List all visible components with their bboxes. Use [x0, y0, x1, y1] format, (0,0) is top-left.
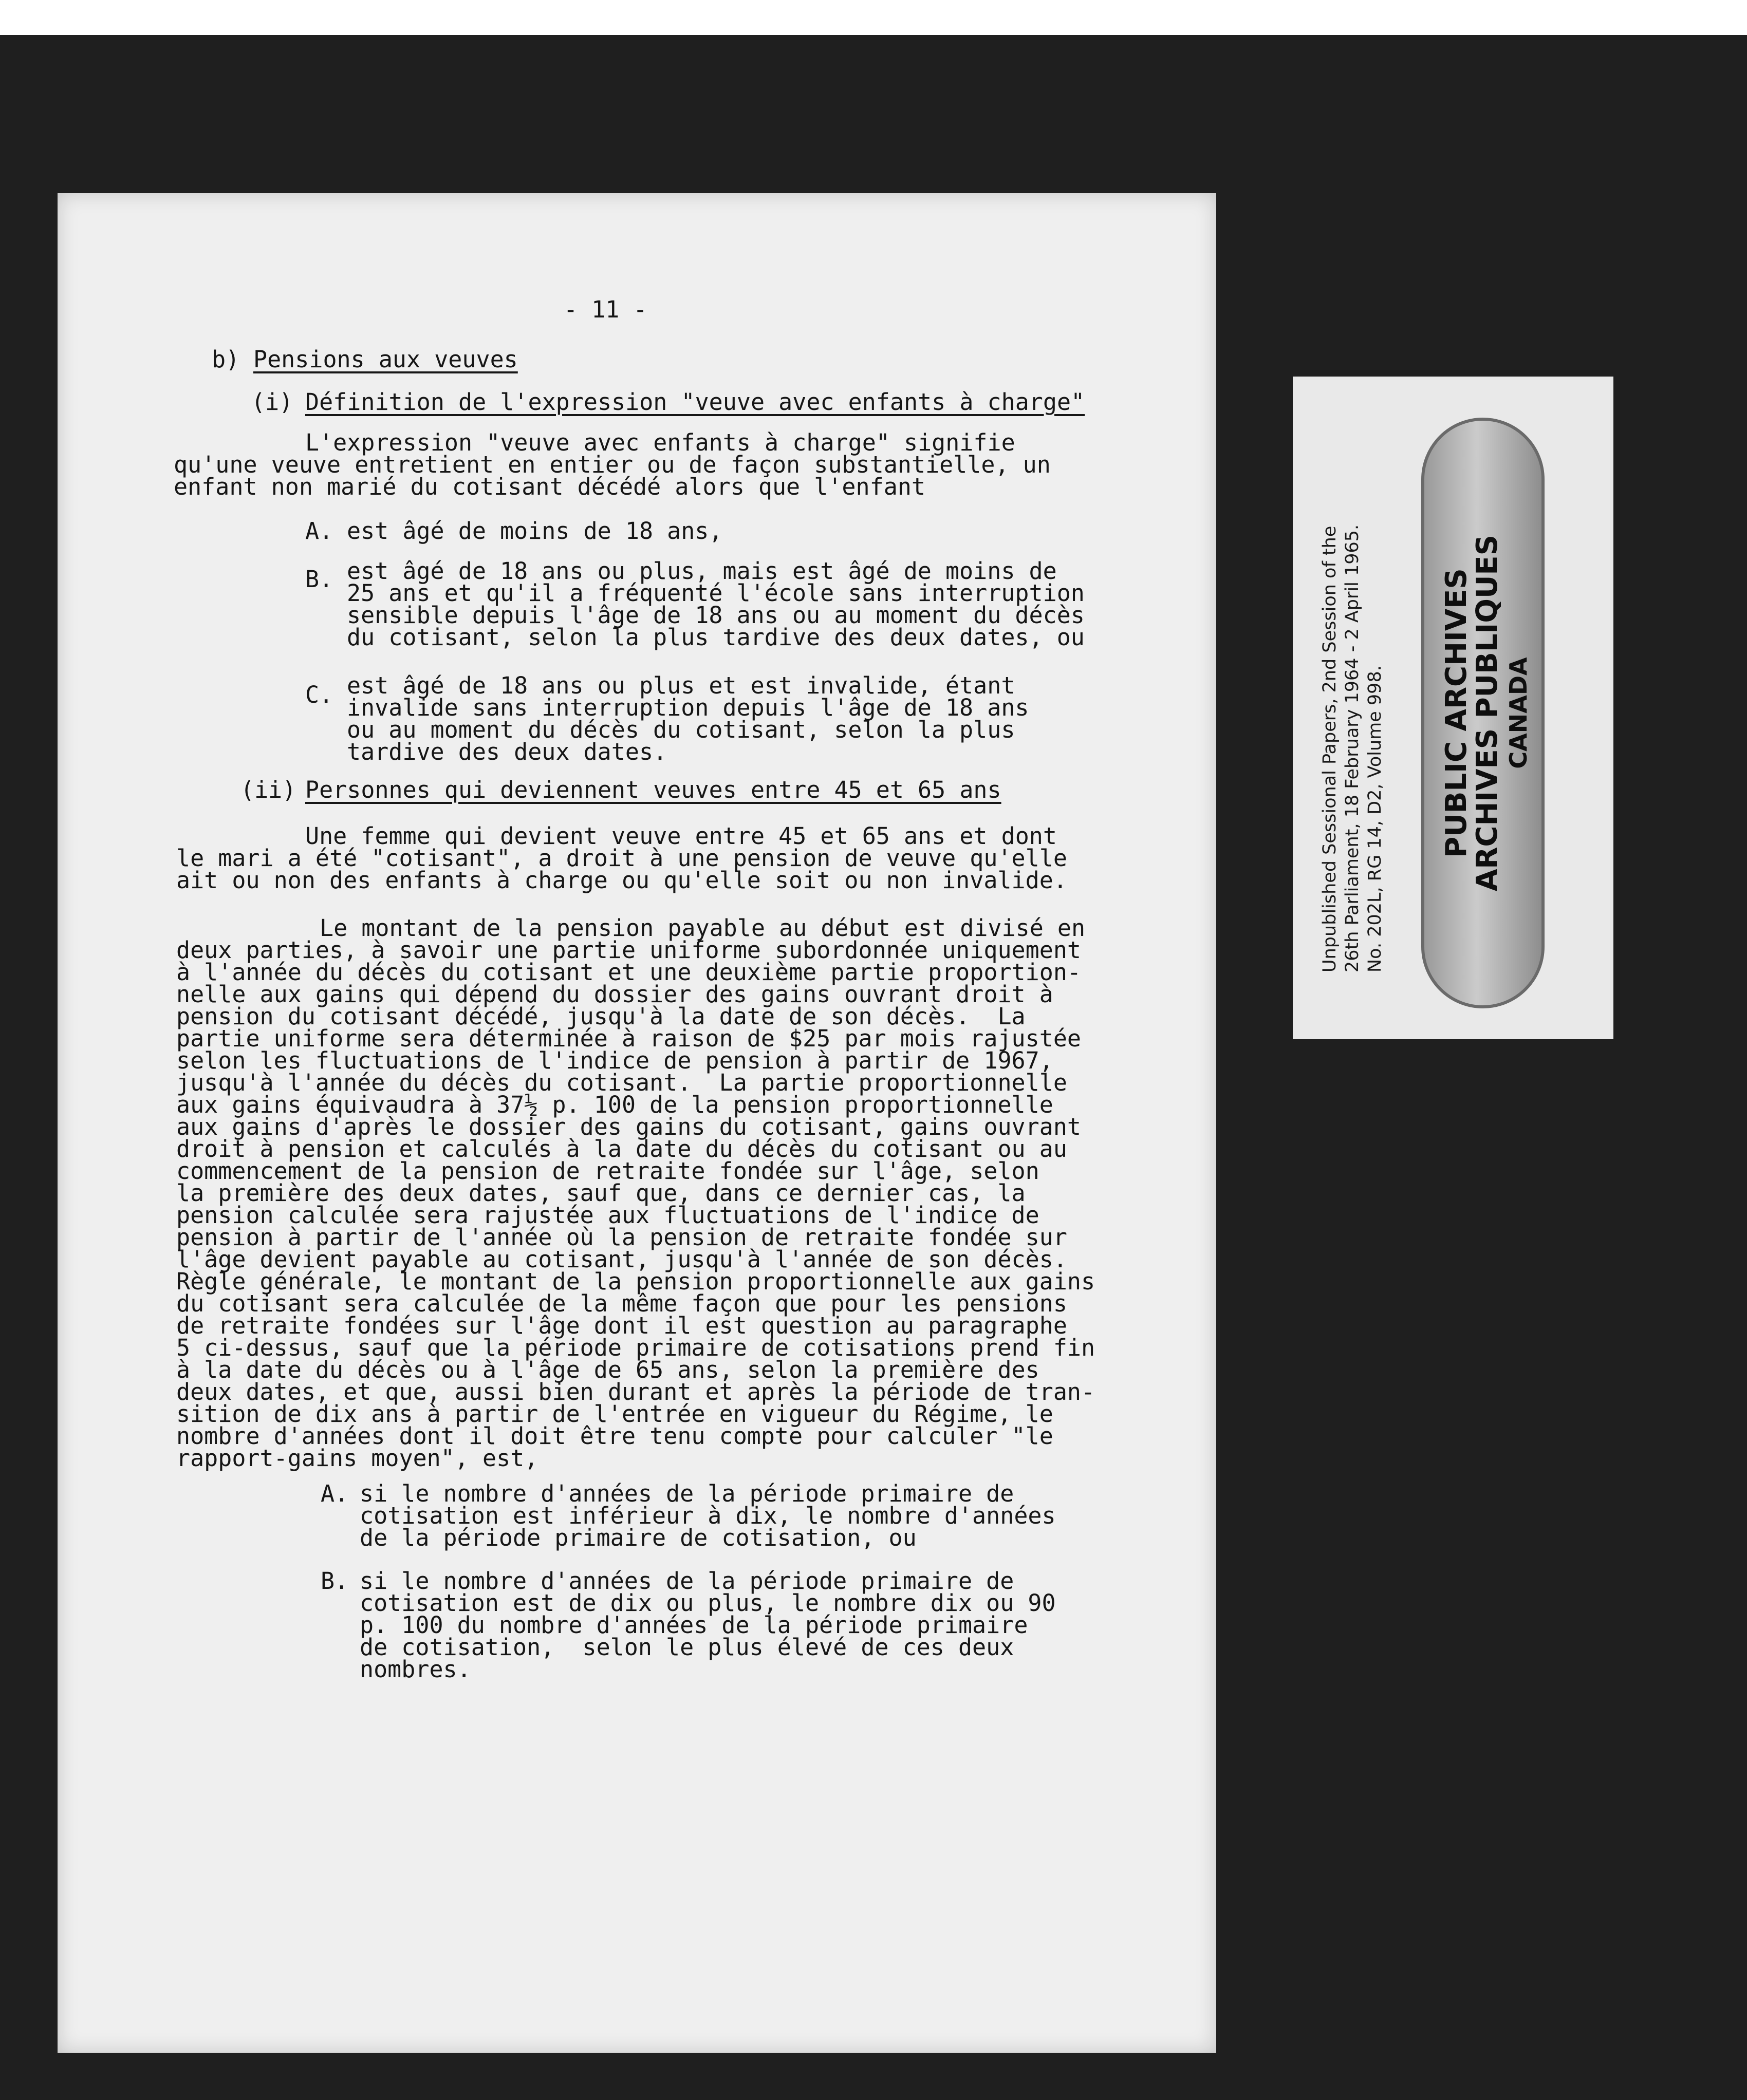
list-label: B. — [305, 566, 333, 593]
list-line: invalide sans interruption depuis l'âge de 18 ans — [347, 694, 1029, 721]
archive-label-rotated — [1293, 377, 1613, 1039]
caption-line: No. 202L, RG 14, D2, Volume 998. — [1365, 665, 1385, 972]
stamp-line: CANADA — [1504, 657, 1532, 769]
section-letter: b) — [212, 346, 240, 373]
paragraph-line: aux gains équivaudra à 37½ p. 100 de la pension proportionnelle — [176, 1091, 1053, 1118]
subsection-title: Définition de l'expression "veuve avec enfants à charge" — [305, 388, 1085, 416]
paragraph-line: du cotisant sera calculée de la même façon que pour les pensions — [176, 1290, 1067, 1317]
archives-stamp — [1421, 418, 1545, 1008]
paragraph-line: l'âge devient payable au cotisant, jusqu'à l'année de son décès. — [176, 1246, 1067, 1273]
paragraph-line: L'expression "veuve avec enfants à charge" signifie — [305, 429, 1015, 456]
list-label: B. — [321, 1567, 349, 1595]
paragraph-line: pension calculée sera rajustée aux fluctuations de l'indice de — [176, 1202, 1039, 1229]
page-number: - 11 - — [564, 296, 647, 323]
archive-label — [1293, 377, 1613, 1039]
list-line: ou au moment du décès du cotisant, selon la plus — [347, 716, 1015, 743]
paragraph-line: pension du cotisant décédé, jusqu'à la date de son décès. La — [176, 1003, 1026, 1030]
subsection-number: (ii) — [240, 776, 296, 803]
paragraph-line: Règle générale, le montant de la pension proportionnelle aux gains — [176, 1268, 1095, 1295]
paragraph-line: partie uniforme sera déterminée à raison de $25 par mois rajustée — [176, 1025, 1081, 1052]
list-line: est âgé de 18 ans ou plus, mais est âgé de moins de — [347, 557, 1057, 585]
paragraph-line: aux gains d'après le dossier des gains du cotisant, gains ouvrant — [176, 1113, 1081, 1140]
stamp-line: ARCHIVES PUBLIQUES — [1471, 534, 1504, 892]
caption-line: 26th Parliament, 18 February 1964 - 2 April 1965. — [1342, 524, 1363, 972]
paragraph-line: le mari a été "cotisant", a droit à une pension de veuve qu'elle — [176, 845, 1067, 872]
paragraph-line: jusqu'à l'année du décès du cotisant. La partie proportionnelle — [176, 1069, 1067, 1096]
caption-line: Unpublished Sessional Papers, 2nd Session of the — [1319, 526, 1340, 972]
subsection-number: (i) — [251, 388, 293, 416]
paragraph-line: de retraite fondées sur l'âge dont il est question au paragraphe — [176, 1312, 1067, 1339]
list-line: cotisation est de dix ou plus, le nombre dix ou 90 — [360, 1589, 1056, 1617]
scan-background — [0, 35, 1747, 2100]
paragraph-line: 5 ci-dessus, sauf que la période primaire de cotisations prend fin — [176, 1334, 1095, 1361]
paragraph-line: à la date du décès ou à l'âge de 65 ans, selon la première des — [176, 1356, 1039, 1383]
list-line: si le nombre d'années de la période primaire de — [360, 1480, 1014, 1507]
paragraph-line: la première des deux dates, sauf que, dans ce dernier cas, la — [176, 1179, 1026, 1207]
paragraph-line: selon les fluctuations de l'indice de pension à partir de 1967, — [176, 1047, 1053, 1074]
list-line: 25 ans et qu'il a fréquenté l'école sans interruption — [347, 579, 1085, 607]
list-line: sensible depuis l'âge de 18 ans ou au moment du décès — [347, 602, 1085, 629]
stamp-line: PUBLIC ARCHIVES — [1440, 568, 1473, 858]
paragraph-line: qu'une veuve entretient en entier ou de façon substantielle, un — [174, 451, 1051, 478]
document-page — [58, 193, 1216, 2053]
archive-caption — [1318, 407, 1386, 972]
paragraph-line: enfant non marié du cotisant décédé alors que l'enfant — [174, 473, 925, 500]
section-title: Pensions aux veuves — [253, 346, 518, 373]
list-line: si le nombre d'années de la période primaire de — [360, 1567, 1014, 1595]
list-line: tardive des deux dates. — [347, 738, 667, 765]
list-line: est âgé de 18 ans ou plus et est invalide, étant — [347, 672, 1015, 699]
paragraph-line: Le montant de la pension payable au début est divisé en — [320, 914, 1086, 942]
paragraph-line: ait ou non des enfants à charge ou qu'elle soit ou non invalide. — [176, 867, 1067, 894]
list-line: nombres. — [360, 1656, 471, 1683]
list-line: p. 100 du nombre d'années de la période primaire — [360, 1611, 1028, 1639]
list-line: de cotisation, selon le plus élevé de ces deux — [360, 1634, 1014, 1661]
subsection-title: Personnes qui deviennent veuves entre 45 et 65 ans — [305, 776, 1001, 803]
list-label: A. — [321, 1480, 349, 1507]
paragraph-line: à l'année du décès du cotisant et une deuxième partie proportion- — [176, 959, 1081, 986]
list-line: est âgé de moins de 18 ans, — [347, 517, 723, 545]
list-label: C. — [305, 681, 333, 708]
list-line: de la période primaire de cotisation, ou — [360, 1524, 917, 1551]
paragraph-line: nombre d'années dont il doit être tenu compte pour calculer "le — [176, 1422, 1053, 1450]
paragraph-line: droit à pension et calculés à la date du décès du cotisant ou au — [176, 1135, 1067, 1163]
paragraph-line: commencement de la pension de retraite fondée sur l'âge, selon — [176, 1157, 1039, 1185]
paragraph-line: deux dates, et que, aussi bien durant et après la période de tran- — [176, 1378, 1095, 1405]
paragraph-line: deux parties, à savoir une partie uniforme subordonnée uniquement — [176, 936, 1081, 964]
paragraph-line: sition de dix ans à partir de l'entrée en vigueur du Régime, le — [176, 1400, 1053, 1428]
list-label: A. — [305, 517, 333, 545]
paragraph-line: pension à partir de l'année où la pension de retraite fondée sur — [176, 1224, 1067, 1251]
paragraph-line: nelle aux gains qui dépend du dossier des gains ouvrant droit à — [176, 981, 1053, 1008]
list-line: du cotisant, selon la plus tardive des deux dates, ou — [347, 624, 1085, 651]
list-line: cotisation est inférieur à dix, le nombre d'années — [360, 1502, 1056, 1529]
paragraph-line: Une femme qui devient veuve entre 45 et 65 ans et dont — [305, 822, 1057, 850]
paragraph-line: rapport-gains moyen", est, — [176, 1445, 538, 1472]
